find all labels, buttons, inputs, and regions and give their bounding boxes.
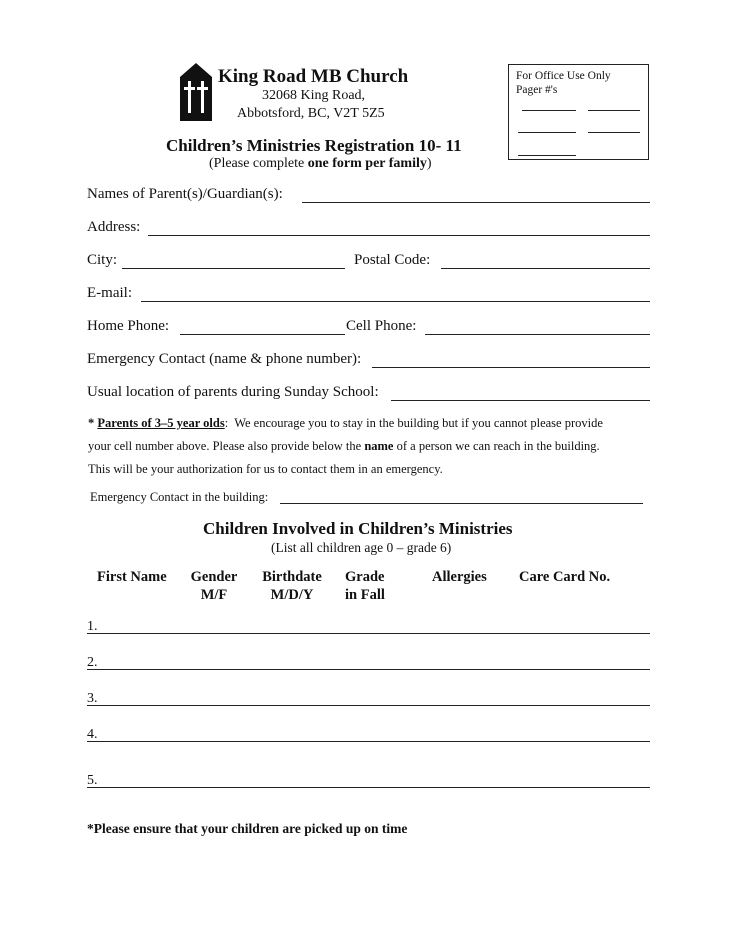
postal-code-field[interactable]	[441, 268, 650, 269]
child-row-number: 1.	[87, 619, 98, 634]
pager-field-1[interactable]	[522, 110, 576, 111]
child-row-line[interactable]	[87, 787, 650, 788]
usual-location-field[interactable]	[391, 400, 650, 401]
building-contact-label: Emergency Contact in the building:	[90, 490, 269, 504]
home-phone-label: Home Phone:	[87, 318, 170, 334]
col-grade: Grade in Fall	[345, 569, 385, 603]
cell-phone-field[interactable]	[425, 334, 650, 335]
notice-line-3: This will be your authorization for us to contact them in an emergency.	[88, 462, 443, 476]
building-contact-field[interactable]	[280, 503, 643, 504]
city-field[interactable]	[122, 268, 345, 269]
church-name: King Road MB Church	[218, 66, 409, 87]
footer-note: *Please ensure that your children are picked up on time	[87, 821, 408, 836]
emergency-contact-field[interactable]	[372, 367, 650, 368]
col-allergies: Allergies	[432, 569, 487, 585]
parents-label: Names of Parent(s)/Guardian(s):	[87, 186, 283, 202]
child-row-line[interactable]	[87, 705, 650, 706]
cell-phone-label: Cell Phone:	[346, 318, 417, 334]
col-care-card: Care Card No.	[519, 569, 611, 585]
child-row-number: 2.	[87, 655, 98, 670]
notice-line-2: your cell number above. Please also provide below the name of a person we can reach in the building.	[88, 439, 600, 453]
col-first-name: First Name	[97, 569, 167, 585]
form-subtitle: (Please complete one form per family)	[209, 156, 432, 171]
church-address-line2: Abbotsford, BC, V2T 5Z5	[237, 106, 385, 121]
home-phone-field[interactable]	[180, 334, 345, 335]
office-pager-label: Pager #'s	[516, 84, 558, 96]
child-row-number: 5.	[87, 773, 98, 788]
parents-field[interactable]	[302, 202, 650, 203]
pager-field-5[interactable]	[518, 155, 576, 156]
address-label: Address:	[87, 219, 141, 235]
address-field[interactable]	[148, 235, 650, 236]
col-birthdate: Birthdate M/D/Y	[262, 569, 322, 603]
church-cross-icon	[180, 63, 212, 121]
usual-location-label: Usual location of parents during Sunday School:	[87, 384, 379, 400]
children-section-title: Children Involved in Children’s Ministries	[203, 519, 513, 538]
form-title: Children’s Ministries Registration 10- 11	[166, 136, 462, 155]
email-field[interactable]	[141, 301, 650, 302]
pager-field-2[interactable]	[588, 110, 640, 111]
postal-code-label: Postal Code:	[354, 252, 431, 268]
email-label: E-mail:	[87, 285, 132, 301]
child-row-line[interactable]	[87, 669, 650, 670]
child-row-number: 4.	[87, 727, 98, 742]
pager-field-4[interactable]	[588, 132, 640, 133]
emergency-contact-label: Emergency Contact (name & phone number):	[87, 351, 362, 367]
office-use-title: For Office Use Only	[516, 70, 611, 82]
child-row-line[interactable]	[87, 741, 650, 742]
city-label: City:	[87, 252, 118, 268]
children-section-subtitle: (List all children age 0 – grade 6)	[271, 540, 452, 555]
child-row-line[interactable]	[87, 633, 650, 634]
col-gender: Gender M/F	[190, 569, 238, 603]
church-address-line1: 32068 King Road,	[262, 88, 366, 103]
pager-field-3[interactable]	[518, 132, 576, 133]
child-row-number: 3.	[87, 691, 98, 706]
notice-line-1: * Parents of 3–5 year olds: We encourage you to stay in the building but if you cannot please provide	[88, 416, 603, 430]
